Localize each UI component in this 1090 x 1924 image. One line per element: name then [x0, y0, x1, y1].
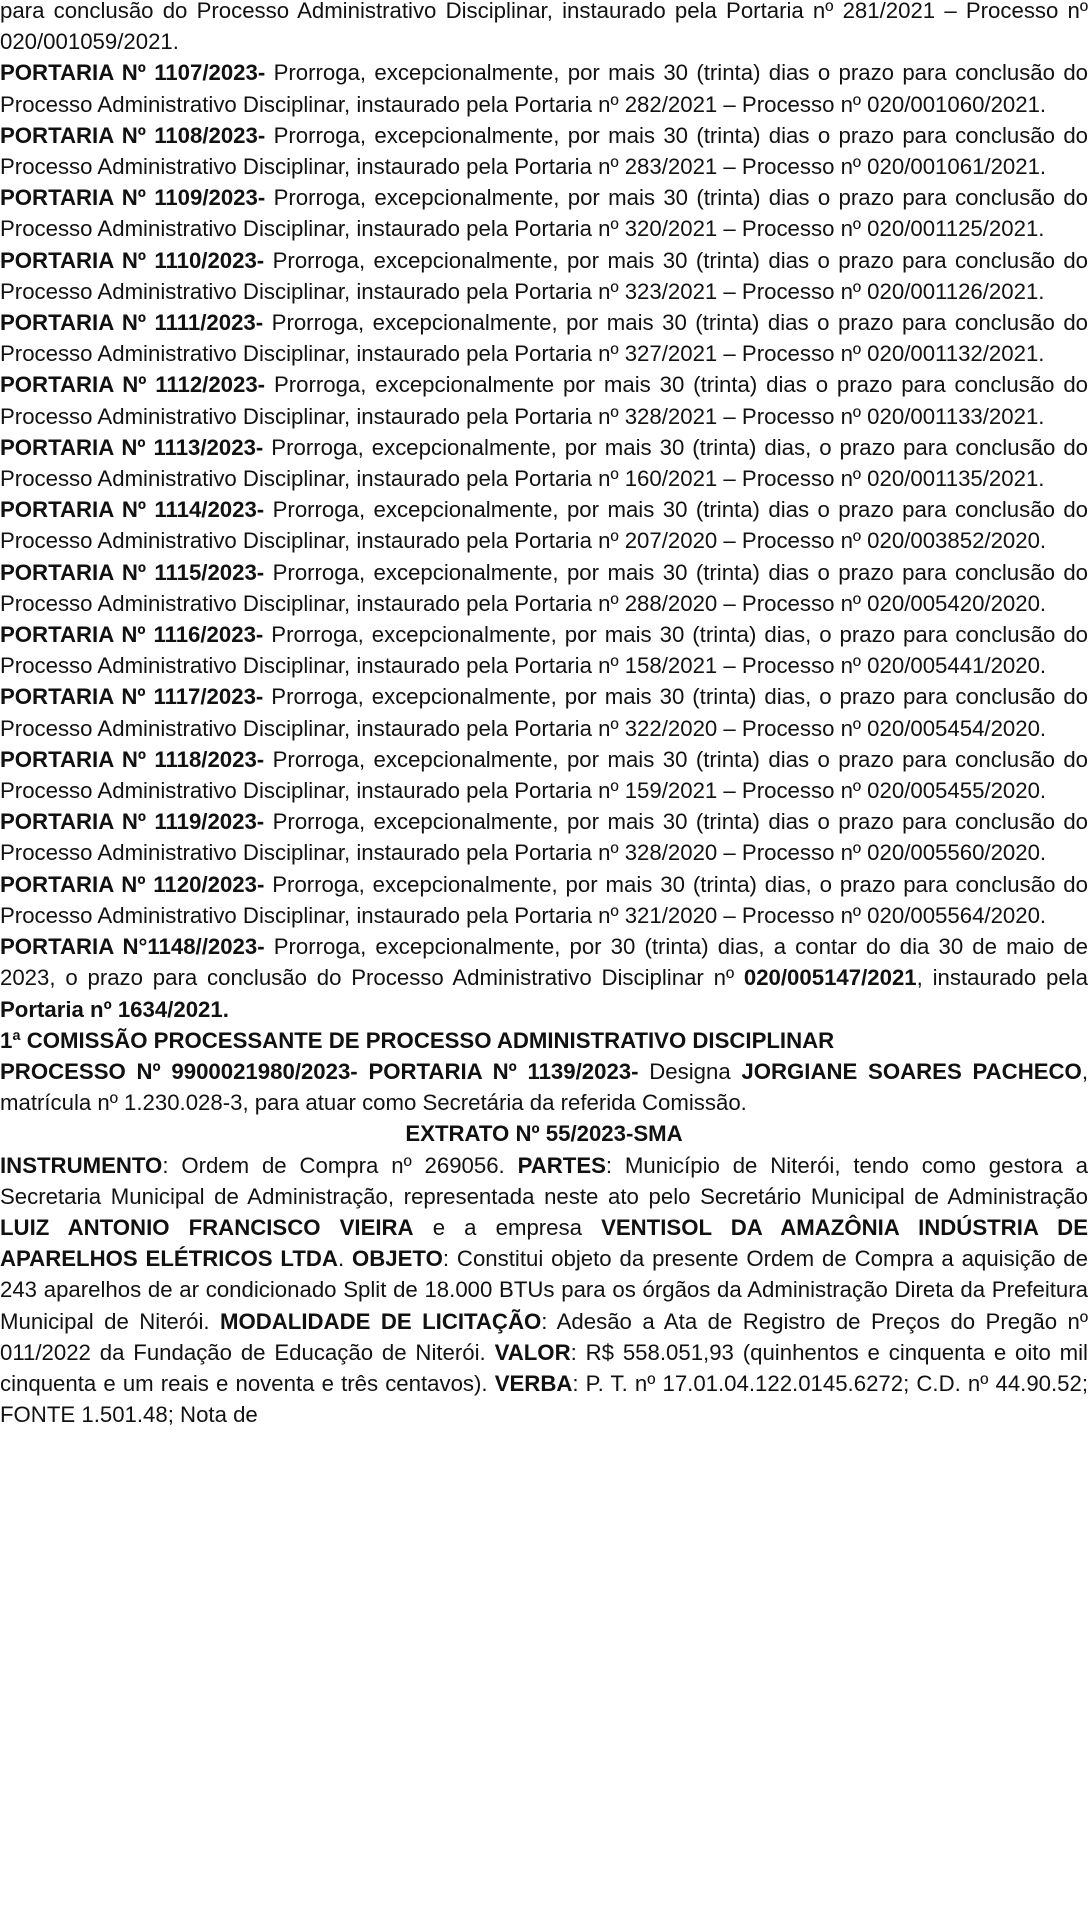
portaria-heading: PORTARIA Nº 1117/2023-: [0, 684, 264, 710]
portaria-text: Prorroga, excepcionalmente por mais 30 (trinta) dias o prazo para conclusão do Processo Administrativo Disciplinar, instaurado pela Portaria nº 328/2021 – Processo nº 020/001133/2021.: [0, 372, 1089, 429]
valor-label: VALOR: [494, 1339, 571, 1365]
portaria-1109: [0, 182, 1088, 244]
portaria-text-continued: , instaurado pela: [916, 965, 1088, 991]
portaria-text: Prorroga, excepcionalmente, por 30 (trinta) dias, a contar do dia 30 de maio de 2023, o prazo para conclusão do Processo Administrativo Disciplinar nº: [0, 934, 1088, 991]
portaria-1111: [0, 307, 1088, 369]
portaria-1115: [0, 557, 1088, 619]
portaria-1120: [0, 869, 1088, 931]
modalidade-text: : Adesão a Ata de Registro de Preços do Pregão nº 011/2022 da Fundação de Educação de Niterói.: [0, 1308, 1088, 1365]
extrato-title: EXTRATO Nº 55/2023-SMA: [405, 1121, 683, 1147]
portaria-text: Prorroga, excepcionalmente, por mais 30 (trinta) dias o prazo para conclusão do Processo Administrativo Disciplinar, instaurado pela Portaria nº 323/2021 – Processo nº 020/001126/2021.: [0, 247, 1089, 304]
portaria-reference: Portaria nº 1634/2021.: [0, 996, 229, 1022]
portaria-text: Prorroga, excepcionalmente, por mais 30 (trinta) dias o prazo para conclusão do Processo Administrativo Disciplinar, instaurado pela Portaria nº 327/2021 – Processo nº 020/001132/2021.: [0, 310, 1088, 367]
portaria-heading: PORTARIA Nº 1114/2023-: [0, 497, 265, 523]
portaria-heading: PORTARIA Nº 1113/2023-: [0, 434, 264, 460]
comissao-designation: [0, 1056, 1088, 1118]
portaria-heading: PORTARIA Nº 1119/2023-: [0, 809, 265, 835]
portaria-1110: [0, 245, 1088, 307]
portaria-heading: PORTARIA Nº 1120/2023-: [0, 871, 265, 897]
valor-text: : R$ 558.051,93 (quinhentos e cinquenta e oito mil cinquenta e um reais e noventa e três centavos).: [0, 1339, 1088, 1396]
portaria-heading: PORTARIA Nº 1107/2023-: [0, 60, 266, 86]
portaria-heading: PORTARIA Nº 1108/2023-: [0, 122, 266, 148]
portaria-1116: [0, 619, 1088, 681]
portaria-1113: [0, 432, 1088, 494]
portaria-text: Prorroga, excepcionalmente, por mais 30 (trinta) dias o prazo para conclusão do Processo Administrativo Disciplinar, instaurado pela Portaria nº 207/2020 – Processo nº 020/003852/2020.: [0, 497, 1089, 554]
portaria-heading: PORTARIA Nº 1109/2023-: [0, 185, 266, 211]
comissao-heading: PROCESSO Nº 9900021980/2023- PORTARIA Nº 1139/2023-: [0, 1058, 639, 1084]
portaria-1108: [0, 120, 1088, 182]
portaria-1118: [0, 744, 1088, 806]
portaria-heading: PORTARIA Nº 1118/2023-: [0, 746, 265, 772]
portaria-heading: PORTARIA Nº 1111/2023-: [0, 310, 264, 336]
portaria-heading: PORTARIA Nº 1112/2023-: [0, 372, 266, 398]
instrumento-text: : Ordem de Compra nº 269056.: [162, 1152, 518, 1178]
portaria-text: Prorroga, excepcionalmente, por mais 30 (trinta) dias o prazo para conclusão do Processo Administrativo Disciplinar, instaurado pela Portaria nº 282/2021 – Processo nº 020/001060/2021.: [0, 60, 1089, 117]
portaria-1119: [0, 806, 1088, 868]
portaria-1107: [0, 57, 1088, 119]
processo-number: 020/005147/2021: [743, 965, 917, 991]
portaria-text: Prorroga, excepcionalmente, por mais 30 (trinta) dias, o prazo para conclusão do Processo Administrativo Disciplinar, instaurado pela Portaria nº 158/2021 – Processo nº 020/005441/2020.: [0, 622, 1088, 679]
e-empresa-text: e a empresa: [413, 1214, 602, 1240]
portaria-text: Prorroga, excepcionalmente, por mais 30 (trinta) dias o prazo para conclusão do Processo Administrativo Disciplinar, instaurado pela Portaria nº 288/2020 – Processo nº 020/005420/2020.: [0, 559, 1089, 616]
instrumento-label: INSTRUMENTO: [0, 1152, 163, 1178]
partes-text: : Município de Niterói, tendo como gestora a Secretaria Municipal de Administração, representada neste ato pelo Secretário Municipal de Administração: [0, 1152, 1088, 1209]
portaria-heading: PORTARIA Nº 1110/2023-: [0, 247, 265, 273]
portaria-text: Prorroga, excepcionalmente, por mais 30 (trinta) dias o prazo para conclusão do Processo Administrativo Disciplinar, instaurado pela Portaria nº 320/2021 – Processo nº 020/001125/2021.: [0, 185, 1089, 242]
comissao-text: Designa: [638, 1058, 742, 1084]
portaria-text: Prorroga, excepcionalmente, por mais 30 (trinta) dias o prazo para conclusão do Processo Administrativo Disciplinar, instaurado pela Portaria nº 283/2021 – Processo nº 020/001061/2021.: [0, 122, 1089, 180]
modalidade-label: MODALIDADE DE LICITAÇÃO: [220, 1308, 542, 1334]
portaria-heading: PORTARIA Nº 1116/2023-: [0, 622, 264, 648]
verba-text: : P. T. nº 17.01.04.122.0145.6272; C.D. nº 44.90.52; FONTE 1.501.48; Nota de: [0, 1370, 1089, 1428]
portaria-text: Prorroga, excepcionalmente, por mais 30 (trinta) dias o prazo para conclusão do Processo Administrativo Disciplinar, instaurado pela Portaria nº 328/2020 – Processo nº 020/005560/2020.: [0, 809, 1089, 866]
objeto-text: : Constitui objeto da presente Ordem de Compra a aquisição de 243 aparelhos de ar condicionado Split de 18.000 BTUs para os órgãos da Administração Direta da Prefeitura Municipal de Niterói.: [0, 1246, 1088, 1334]
portaria-text: Prorroga, excepcionalmente, por mais 30 (trinta) dias, o prazo para conclusão do Processo Administrativo Disciplinar, instaurado pela Portaria nº 321/2020 – Processo nº 020/005564/2020.: [0, 871, 1088, 928]
comissao-text-continued: , matrícula nº 1.230.028-3, para atuar como Secretária da referida Comissão.: [0, 1058, 1088, 1116]
portaria-1112: [0, 369, 1088, 431]
verba-label: VERBA: [494, 1370, 573, 1396]
portaria-heading: PORTARIA Nº 1115/2023-: [0, 559, 265, 585]
separator-text: .: [337, 1246, 353, 1272]
portaria-text: Prorroga, excepcionalmente, por mais 30 (trinta) dias, o prazo para conclusão do Processo Administrativo Disciplinar, instaurado pela Portaria nº 160/2021 – Processo nº 020/001135/2021.: [0, 434, 1088, 492]
partes-label: PARTES: [517, 1152, 606, 1178]
continuation-paragraph: [0, 0, 1088, 57]
designee-name: JORGIANE SOARES PACHECO: [741, 1058, 1082, 1084]
portaria-list: [0, 57, 1088, 931]
objeto-label: OBJETO: [352, 1246, 443, 1272]
continuation-text: para conclusão do Processo Administrativo Disciplinar, instaurado pela Portaria nº 281/2021 – Processo nº 020/001059/2021.: [0, 0, 1088, 55]
comissao-title: 1ª COMISSÃO PROCESSANTE DE PROCESSO ADMINISTRATIVO DISCIPLINAR: [0, 1027, 835, 1053]
extrato-body: [0, 1150, 1088, 1431]
portaria-1148: [0, 931, 1088, 1025]
portaria-heading: PORTARIA N°1148//2023-: [0, 934, 265, 960]
secretario-name: LUIZ ANTONIO FRANCISCO VIEIRA: [0, 1214, 414, 1240]
portaria-text: Prorroga, excepcionalmente, por mais 30 (trinta) dias o prazo para conclusão do Processo Administrativo Disciplinar, instaurado pela Portaria nº 159/2021 – Processo nº 020/005455/2020.: [0, 746, 1089, 804]
portaria-1114: [0, 494, 1088, 556]
empresa-name: VENTISOL DA AMAZÔNIA INDÚSTRIA DE APARELHOS ELÉTRICOS LTDA: [0, 1214, 1088, 1272]
portaria-1117: [0, 681, 1088, 743]
portaria-text: Prorroga, excepcionalmente, por mais 30 (trinta) dias, o prazo para conclusão do Processo Administrativo Disciplinar, instaurado pela Portaria nº 322/2020 – Processo nº 020/005454/2020.: [0, 684, 1088, 741]
